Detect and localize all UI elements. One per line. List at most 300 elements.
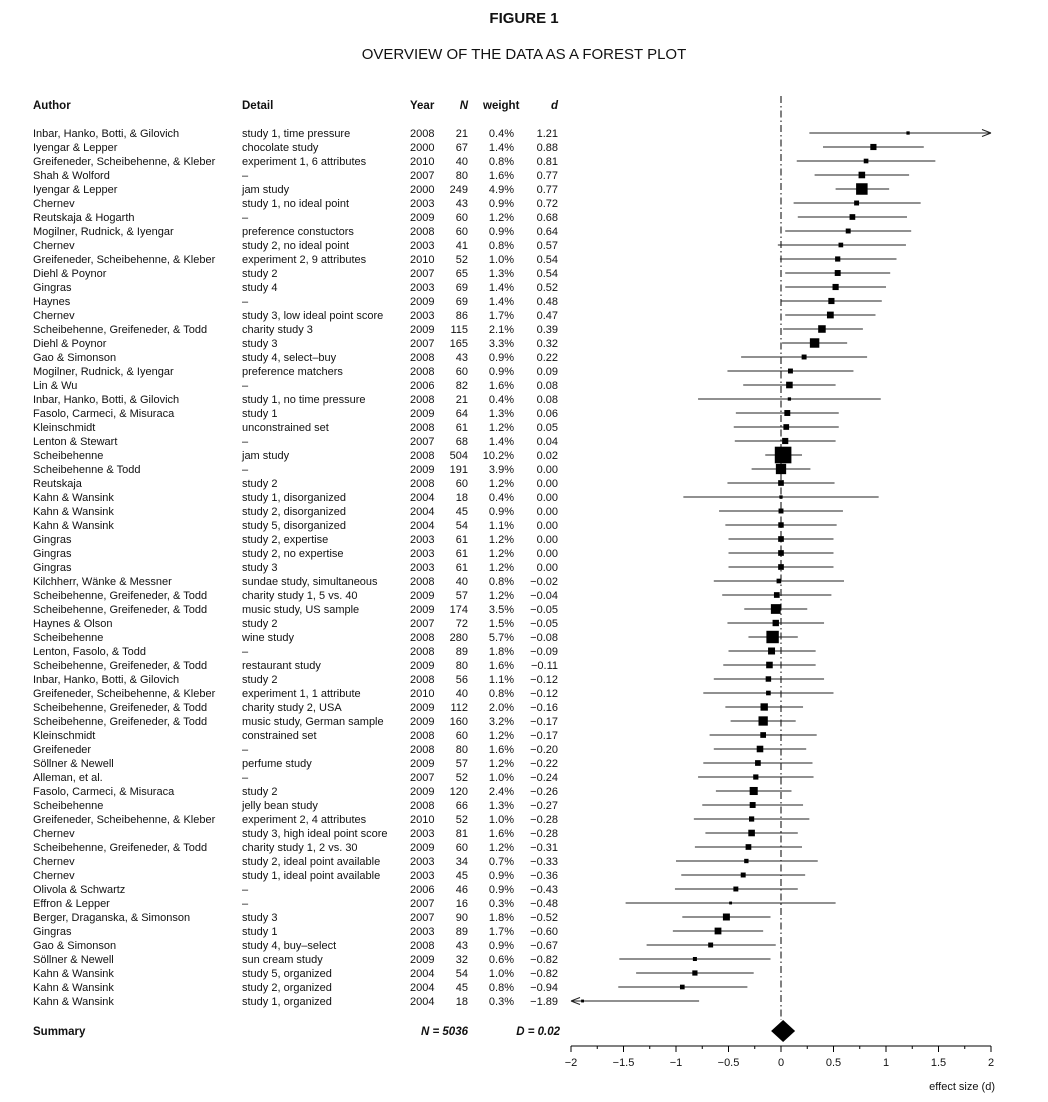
header-weight: weight	[483, 100, 520, 112]
author-cell: Chernev	[33, 870, 75, 882]
table-row	[33, 184, 558, 196]
n-cell: 191	[449, 464, 468, 476]
weight-cell: 1.5%	[488, 618, 514, 630]
author-cell: Kahn & Wansink	[33, 968, 114, 980]
weight-cell: 1.3%	[488, 268, 514, 280]
x-tick-label: 1	[882, 1057, 890, 1069]
d-cell: 0.54	[536, 254, 558, 266]
d-cell: −0.48	[530, 898, 558, 910]
header-detail: Detail	[242, 100, 274, 112]
table-row	[33, 338, 558, 350]
table-row	[33, 926, 558, 938]
d-cell: −0.82	[530, 954, 558, 966]
detail-cell: charity study 3	[242, 324, 313, 336]
year-cell: 2009	[410, 324, 435, 336]
n-cell: 60	[455, 366, 468, 378]
effect-square	[782, 438, 788, 444]
weight-cell: 0.6%	[488, 954, 514, 966]
table-row	[33, 212, 558, 224]
d-cell: −0.17	[530, 716, 558, 728]
table-row	[33, 674, 558, 686]
effect-square	[692, 970, 697, 975]
d-cell: 0.48	[536, 296, 558, 308]
weight-cell: 0.4%	[488, 394, 514, 406]
author-cell: Shah & Wolford	[33, 170, 110, 182]
d-cell: −1.89	[530, 996, 558, 1008]
author-cell: Chernev	[33, 198, 75, 210]
author-cell: Berger, Draganska, & Simonson	[33, 912, 191, 924]
author-cell: Chernev	[33, 828, 75, 840]
author-cell: Gingras	[33, 282, 72, 294]
effect-square	[776, 464, 786, 474]
author-cell: Gingras	[33, 926, 72, 938]
author-cell: Diehl & Poynor	[33, 268, 107, 280]
detail-cell: study 1, no ideal point	[242, 198, 350, 210]
weight-cell: 0.7%	[488, 856, 514, 868]
weight-cell: 0.8%	[488, 156, 514, 168]
weight-cell: 1.2%	[488, 842, 514, 854]
detail-cell: study 2	[242, 674, 278, 686]
d-cell: 0.54	[536, 268, 558, 280]
year-cell: 2009	[410, 758, 435, 770]
table-row	[33, 324, 558, 336]
n-cell: 69	[455, 296, 468, 308]
year-cell: 2009	[410, 408, 435, 420]
detail-cell: sun cream study	[242, 954, 323, 966]
effect-square	[760, 732, 766, 738]
table-row	[33, 422, 558, 434]
effect-square	[778, 522, 783, 527]
detail-cell: music study, German sample	[242, 716, 384, 728]
n-cell: 54	[455, 968, 468, 980]
effect-square	[818, 325, 826, 333]
d-cell: −0.33	[530, 856, 558, 868]
author-cell: Chernev	[33, 310, 75, 322]
year-cell: 2008	[410, 366, 435, 378]
n-cell: 72	[455, 618, 468, 630]
effect-square	[750, 802, 756, 808]
n-cell: 80	[455, 744, 468, 756]
author-cell: Fasolo, Carmeci, & Misuraca	[33, 408, 175, 420]
effect-square	[835, 270, 841, 276]
x-tick-label: 1.5	[930, 1057, 947, 1069]
d-cell: 0.00	[536, 534, 558, 546]
detail-cell: study 2	[242, 268, 278, 280]
n-cell: 21	[455, 128, 468, 140]
table-row	[33, 576, 558, 588]
table-row	[33, 492, 558, 504]
detail-cell: study 2	[242, 478, 278, 490]
effect-square	[839, 243, 844, 248]
table-row	[33, 436, 558, 448]
weight-cell: 1.2%	[488, 730, 514, 742]
effect-square	[749, 816, 754, 821]
table-row	[33, 562, 558, 574]
author-cell: Gingras	[33, 548, 72, 560]
year-cell: 2004	[410, 492, 435, 504]
table-row	[33, 380, 558, 392]
d-cell: −0.09	[530, 646, 558, 658]
d-cell: −0.67	[530, 940, 558, 952]
table-row	[33, 646, 558, 658]
n-cell: 61	[455, 562, 468, 574]
d-cell: 0.00	[536, 478, 558, 490]
year-cell: 2004	[410, 996, 435, 1008]
table-row	[33, 842, 558, 854]
effect-square	[775, 447, 792, 464]
weight-cell: 1.2%	[488, 212, 514, 224]
effect-square	[859, 172, 866, 179]
year-cell: 2009	[410, 954, 435, 966]
author-cell: Effron & Lepper	[33, 898, 110, 910]
table-row	[33, 688, 558, 700]
table-row	[33, 856, 558, 868]
d-cell: 0.00	[536, 506, 558, 518]
detail-cell: charity study 1, 5 vs. 40	[242, 590, 358, 602]
table-row	[33, 268, 558, 280]
x-tick-label: 2	[987, 1057, 995, 1069]
detail-cell: preference constuctors	[242, 226, 354, 238]
author-cell: Fasolo, Carmeci, & Misuraca	[33, 786, 175, 798]
detail-cell: experiment 1, 1 attribute	[242, 688, 361, 700]
year-cell: 2010	[410, 814, 435, 826]
weight-cell: 1.4%	[488, 296, 514, 308]
weight-cell: 1.4%	[488, 436, 514, 448]
weight-cell: 0.8%	[488, 576, 514, 588]
d-cell: −0.52	[530, 912, 558, 924]
year-cell: 2000	[410, 142, 435, 154]
n-cell: 60	[455, 226, 468, 238]
detail-cell: study 2	[242, 786, 278, 798]
n-cell: 120	[449, 786, 468, 798]
table-row	[33, 898, 558, 910]
effect-square	[788, 369, 793, 374]
year-cell: 2007	[410, 268, 435, 280]
author-cell: Gingras	[33, 562, 72, 574]
d-cell: 0.08	[536, 394, 558, 406]
n-cell: 16	[455, 898, 468, 910]
table-row	[33, 226, 558, 238]
d-cell: −0.12	[530, 688, 558, 700]
year-cell: 2007	[410, 898, 435, 910]
n-cell: 67	[455, 142, 468, 154]
detail-cell: experiment 2, 4 attributes	[242, 814, 367, 826]
author-cell: Gao & Simonson	[33, 352, 117, 364]
detail-cell: chocolate study	[242, 142, 319, 154]
author-cell: Scheibehenne, Greifeneder, & Todd	[33, 604, 208, 616]
d-cell: −0.22	[530, 758, 558, 770]
n-cell: 18	[455, 996, 468, 1008]
weight-cell: 1.2%	[488, 478, 514, 490]
header-n: N	[459, 100, 468, 112]
year-cell: 2003	[410, 926, 435, 938]
detail-cell: –	[242, 646, 249, 658]
detail-cell: study 3, low ideal point score	[242, 310, 384, 322]
d-cell: −0.60	[530, 926, 558, 938]
effect-square	[744, 859, 748, 863]
author-cell: Kahn & Wansink	[33, 492, 114, 504]
author-cell: Chernev	[33, 856, 75, 868]
year-cell: 2010	[410, 254, 435, 266]
year-cell: 2007	[410, 170, 435, 182]
effect-square	[741, 873, 746, 878]
header-year: Year	[410, 100, 435, 112]
year-cell: 2008	[410, 674, 435, 686]
author-cell: Lenton, Fasolo, & Todd	[33, 646, 146, 658]
weight-cell: 3.9%	[488, 464, 514, 476]
detail-cell: experiment 1, 6 attributes	[242, 156, 367, 168]
author-cell: Kahn & Wansink	[33, 996, 114, 1008]
author-cell: Greifeneder, Scheibehenne, & Kleber	[33, 156, 216, 168]
year-cell: 2009	[410, 590, 435, 602]
n-cell: 60	[455, 842, 468, 854]
author-cell: Iyengar & Lepper	[33, 142, 118, 154]
effect-square	[773, 620, 779, 626]
detail-cell: jam study	[242, 184, 290, 196]
detail-cell: –	[242, 436, 249, 448]
table-row	[33, 702, 558, 714]
table-row	[33, 744, 558, 756]
table-row	[33, 954, 558, 966]
d-cell: 0.64	[536, 226, 558, 238]
author-cell: Greifeneder, Scheibehenne, & Kleber	[33, 688, 216, 700]
effect-square	[761, 703, 768, 710]
table-row	[33, 758, 558, 770]
year-cell: 2008	[410, 800, 435, 812]
author-cell: Inbar, Hanko, Botti, & Gilovich	[33, 394, 180, 406]
d-cell: 0.09	[536, 366, 558, 378]
d-cell: −0.43	[530, 884, 558, 896]
year-cell: 2007	[410, 436, 435, 448]
effect-square	[755, 760, 761, 766]
d-cell: 0.00	[536, 464, 558, 476]
table-row	[33, 660, 558, 672]
year-cell: 2009	[410, 842, 435, 854]
weight-cell: 0.3%	[488, 996, 514, 1008]
table-row	[33, 618, 558, 630]
weight-cell: 0.9%	[488, 940, 514, 952]
year-cell: 2003	[410, 548, 435, 560]
weight-cell: 0.8%	[488, 982, 514, 994]
year-cell: 2009	[410, 660, 435, 672]
n-cell: 61	[455, 534, 468, 546]
weight-cell: 0.4%	[488, 128, 514, 140]
author-cell: Olivola & Schwartz	[33, 884, 126, 896]
year-cell: 2003	[410, 828, 435, 840]
n-cell: 45	[455, 982, 468, 994]
weight-cell: 1.3%	[488, 408, 514, 420]
weight-cell: 0.4%	[488, 492, 514, 504]
year-cell: 2007	[410, 618, 435, 630]
weight-cell: 0.9%	[488, 352, 514, 364]
n-cell: 82	[455, 380, 468, 392]
effect-square	[779, 509, 784, 514]
effect-square	[856, 183, 868, 195]
n-cell: 80	[455, 170, 468, 182]
n-cell: 32	[455, 954, 468, 966]
d-cell: −0.94	[530, 982, 558, 994]
effect-square	[715, 928, 722, 935]
year-cell: 2007	[410, 338, 435, 350]
detail-cell: constrained set	[242, 730, 317, 742]
figure-label: FIGURE 1	[489, 10, 559, 27]
x-tick-label: −1.5	[612, 1057, 635, 1069]
effect-square	[766, 676, 771, 681]
year-cell: 2003	[410, 240, 435, 252]
table-row	[33, 142, 558, 154]
n-cell: 165	[449, 338, 468, 350]
year-cell: 2009	[410, 786, 435, 798]
author-cell: Chernev	[33, 240, 75, 252]
weight-cell: 1.6%	[488, 744, 514, 756]
year-cell: 2007	[410, 912, 435, 924]
effect-square	[850, 214, 856, 220]
table-row	[33, 716, 558, 728]
n-cell: 81	[455, 828, 468, 840]
detail-cell: study 2, ideal point available	[242, 856, 381, 868]
d-cell: 0.81	[536, 156, 558, 168]
year-cell: 2008	[410, 422, 435, 434]
author-cell: Söllner & Newell	[33, 758, 114, 770]
weight-cell: 1.6%	[488, 828, 514, 840]
weight-cell: 1.8%	[488, 912, 514, 924]
year-cell: 2003	[410, 282, 435, 294]
d-cell: −0.05	[530, 618, 558, 630]
d-cell: 0.77	[536, 170, 558, 182]
weight-cell: 1.6%	[488, 170, 514, 182]
detail-cell: study 1, disorganized	[242, 492, 346, 504]
d-cell: −0.17	[530, 730, 558, 742]
year-cell: 2008	[410, 730, 435, 742]
effect-square	[783, 424, 789, 430]
detail-cell: –	[242, 464, 249, 476]
table-row	[33, 814, 558, 826]
table-row	[33, 366, 558, 378]
d-cell: 0.22	[536, 352, 558, 364]
author-cell: Kahn & Wansink	[33, 506, 114, 518]
effect-square	[708, 943, 713, 948]
year-cell: 2003	[410, 856, 435, 868]
x-axis-label: effect size (d)	[929, 1081, 995, 1093]
year-cell: 2009	[410, 702, 435, 714]
year-cell: 2008	[410, 646, 435, 658]
table-row	[33, 506, 558, 518]
n-cell: 52	[455, 254, 468, 266]
detail-cell: study 5, organized	[242, 968, 332, 980]
author-cell: Kleinschmidt	[33, 730, 96, 742]
x-tick-label: −0.5	[717, 1057, 740, 1069]
d-cell: 0.77	[536, 184, 558, 196]
effect-square	[778, 564, 784, 570]
table-row	[33, 940, 558, 952]
detail-cell: study 2, organized	[242, 982, 332, 994]
weight-cell: 0.9%	[488, 870, 514, 882]
effect-marks	[571, 96, 991, 1020]
year-cell: 2000	[410, 184, 435, 196]
author-cell: Scheibehenne & Todd	[33, 464, 141, 476]
n-cell: 43	[455, 352, 468, 364]
d-cell: 0.00	[536, 520, 558, 532]
d-cell: 0.06	[536, 408, 558, 420]
effect-square	[870, 144, 876, 150]
table-row	[33, 198, 558, 210]
table-row	[33, 786, 558, 798]
weight-cell: 1.6%	[488, 380, 514, 392]
year-cell: 2008	[410, 632, 435, 644]
n-cell: 174	[449, 604, 468, 616]
author-cell: Mogilner, Rudnick, & Iyengar	[33, 366, 174, 378]
effect-square	[778, 550, 784, 556]
detail-cell: charity study 2, USA	[242, 702, 342, 714]
weight-cell: 1.0%	[488, 968, 514, 980]
weight-cell: 0.9%	[488, 226, 514, 238]
weight-cell: 1.0%	[488, 772, 514, 784]
table-row	[33, 394, 558, 406]
d-cell: 0.08	[536, 380, 558, 392]
effect-square	[758, 716, 767, 725]
n-cell: 68	[455, 436, 468, 448]
weight-cell: 1.2%	[488, 758, 514, 770]
table-row	[33, 254, 558, 266]
table-row	[33, 730, 558, 742]
year-cell: 2008	[410, 744, 435, 756]
summary-diamond	[771, 1020, 795, 1042]
d-cell: −0.28	[530, 814, 558, 826]
detail-cell: study 2, no expertise	[242, 548, 344, 560]
weight-cell: 2.4%	[488, 786, 514, 798]
author-cell: Reutskaja	[33, 478, 82, 490]
detail-cell: –	[242, 296, 249, 308]
effect-square	[581, 1000, 584, 1003]
d-cell: −0.02	[530, 576, 558, 588]
weight-cell: 1.2%	[488, 562, 514, 574]
d-cell: 0.52	[536, 282, 558, 294]
year-cell: 2009	[410, 716, 435, 728]
author-cell: Greifeneder	[33, 744, 92, 756]
table-row	[33, 282, 558, 294]
weight-cell: 3.5%	[488, 604, 514, 616]
n-cell: 86	[455, 310, 468, 322]
effect-square	[777, 579, 782, 584]
x-axis	[565, 1046, 994, 1069]
detail-cell: study 1	[242, 408, 278, 420]
n-cell: 45	[455, 870, 468, 882]
d-cell: 0.02	[536, 450, 558, 462]
detail-cell: –	[242, 744, 249, 756]
detail-cell: experiment 2, 9 attributes	[242, 254, 367, 266]
weight-cell: 0.8%	[488, 240, 514, 252]
author-cell: Haynes & Olson	[33, 618, 113, 630]
d-cell: −0.27	[530, 800, 558, 812]
table-row	[33, 772, 558, 784]
effect-square	[693, 957, 697, 961]
d-cell: 0.32	[536, 338, 558, 350]
detail-cell: study 2, disorganized	[242, 506, 346, 518]
x-tick-label: −2	[564, 1057, 578, 1069]
table-row	[33, 310, 558, 322]
year-cell: 2003	[410, 534, 435, 546]
detail-cell: study 2, expertise	[242, 534, 329, 546]
effect-square	[774, 592, 780, 598]
table-row	[33, 128, 558, 140]
effect-square	[846, 229, 851, 234]
d-cell: 0.47	[536, 310, 558, 322]
detail-cell: restaurant study	[242, 660, 321, 672]
year-cell: 2008	[410, 352, 435, 364]
d-cell: −0.24	[530, 772, 558, 784]
table-row	[33, 156, 558, 168]
n-cell: 57	[455, 590, 468, 602]
